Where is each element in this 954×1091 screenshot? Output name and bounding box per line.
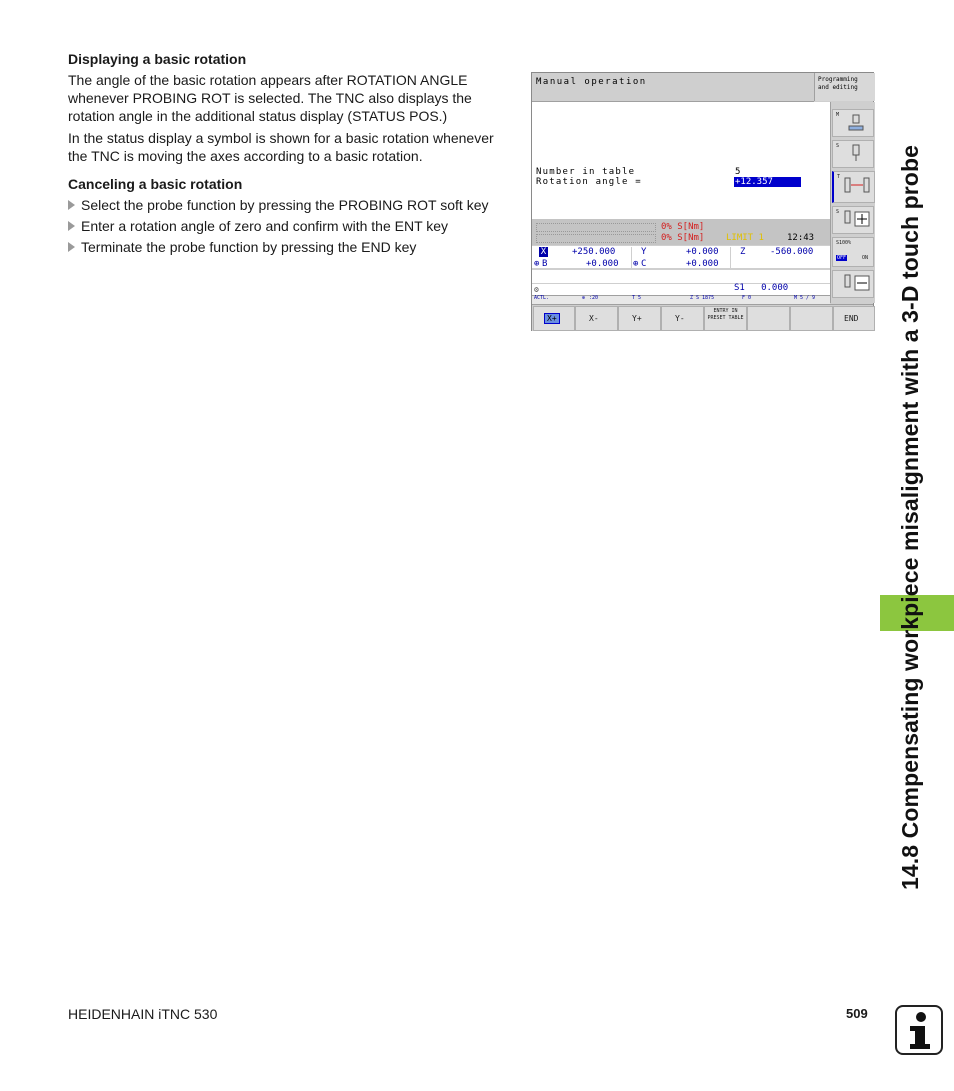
axis-c-name: C — [641, 259, 647, 269]
softkey-t-label: T — [837, 174, 841, 180]
softkey-s-minus[interactable] — [832, 270, 874, 298]
rotation-angle-label: Rotation angle = — [536, 177, 642, 187]
heading-canceling: Canceling a basic rotation — [68, 176, 243, 192]
list-item-text: Enter a rotation angle of zero and confirm with the ENT key — [81, 218, 449, 234]
load-bar — [536, 234, 656, 243]
softkey-y-minus[interactable] — [661, 306, 704, 331]
load-bar — [536, 223, 656, 232]
clock: 12:43 — [787, 233, 815, 243]
status-line — [532, 295, 830, 304]
main-area — [532, 102, 830, 219]
rotary-axis-c-icon: ⊕ — [633, 259, 639, 269]
arrow-bullet-icon — [68, 200, 75, 210]
axis-z-value: -560.000 — [770, 247, 814, 257]
softkey-s-plus-label: S — [836, 209, 840, 215]
mode-label: Manual operation — [536, 77, 647, 87]
status-tool: T 5 — [632, 295, 642, 301]
page-number: 509 — [846, 1006, 868, 1021]
axis-x-name: X — [540, 247, 547, 257]
text-line: whenever PROBING ROT is selected. The TNC also displays the — [68, 90, 472, 106]
text-line: In the status display a symbol is shown for a basic rotation whenever — [68, 130, 494, 146]
axis-z-name: Z — [740, 247, 746, 257]
axis-y-name: Y — [641, 247, 647, 257]
info-icon — [895, 1005, 943, 1055]
softkey-entry-preset-label: ENTRY IN PRESET TABLE — [707, 308, 744, 321]
softkey-spindle-override[interactable] — [832, 237, 874, 267]
list-item — [68, 238, 489, 259]
softkey-empty-1[interactable] — [747, 306, 790, 331]
spindle-icon — [847, 114, 865, 132]
text-line: the TNC is moving the axes according to a basic rotation. — [68, 148, 423, 164]
minus-icon — [843, 273, 871, 295]
load-readout-2: 0% S[Nm] — [661, 233, 705, 243]
list-item — [68, 196, 489, 217]
status-feed: F 0 — [742, 295, 752, 301]
footer-product: HEIDENHAIN iTNC 530 — [68, 1006, 218, 1022]
softkey-s[interactable] — [832, 140, 874, 168]
list-item-text: Terminate the probe function by pressing the END key — [81, 239, 417, 255]
bullet-list — [68, 196, 489, 259]
softkey-y-plus[interactable] — [618, 306, 661, 331]
softkey-m-label: M — [836, 112, 840, 118]
softkey-m[interactable] — [832, 109, 874, 137]
spindle-override-label: S100% — [836, 240, 852, 246]
probe-icon — [847, 144, 865, 164]
softkey-entry-preset-table[interactable] — [704, 306, 747, 331]
plus-icon — [843, 209, 871, 231]
softkey-x-minus[interactable] — [575, 306, 618, 331]
softkey-end-label: END — [844, 314, 859, 323]
text-line: The angle of the basic rotation appears after ROTATION ANGLE — [68, 72, 468, 88]
softkey-y-plus-label: Y+ — [632, 314, 642, 323]
status-z: Z S 1875 — [690, 295, 715, 301]
list-item — [68, 217, 489, 238]
on-toggle[interactable]: ON — [862, 255, 869, 261]
mode2-box[interactable] — [814, 73, 875, 101]
spindle-readout: S1 0.000 — [734, 283, 789, 293]
axis-x-value: +250.000 — [572, 247, 616, 257]
rotation-angle-value[interactable]: +12.357 — [734, 177, 801, 187]
softkey-s-label: S — [836, 143, 840, 149]
text-line: rotation angle in the additional status display (STATUS POS.) — [68, 108, 448, 124]
softkey-x-minus-label: X- — [589, 314, 599, 323]
probe-status-icon: ⚙ — [534, 285, 539, 294]
number-in-table-value: 5 — [735, 167, 741, 177]
rotary-axis-b-icon: ⊕ — [534, 259, 540, 269]
status-actl: ACTL. — [534, 295, 550, 301]
axis-y-value: +0.000 — [686, 247, 719, 257]
softkey-end[interactable] — [833, 306, 875, 331]
arrow-bullet-icon — [68, 242, 75, 252]
limit-indicator: LIMIT 1 — [726, 233, 764, 243]
list-item-text: Select the probe function by pressing the PROBING ROT soft key — [81, 197, 489, 213]
status-feed-override: :20 — [589, 295, 599, 301]
tnc-screenshot — [531, 72, 874, 331]
chapter-side-title: 14.8 Compensating workpiece misalignment with a 3-D touch probe — [897, 145, 923, 890]
off-toggle[interactable]: OFF — [837, 255, 847, 261]
number-in-table-label: Number in table — [536, 167, 636, 177]
mode2-line1: Programming — [818, 76, 858, 83]
paragraph-symbol — [68, 129, 494, 165]
axis-b-value: +0.000 — [586, 259, 619, 269]
feed-override-icon: ⊕ — [582, 295, 586, 301]
axis-c-value: +0.000 — [686, 259, 719, 269]
heading-displaying: Displaying a basic rotation — [68, 51, 247, 67]
status-m: M 5 / 9 — [794, 295, 816, 301]
softkey-empty-2[interactable] — [790, 306, 833, 331]
blank-row — [532, 269, 830, 283]
softkey-t[interactable] — [832, 171, 875, 203]
mode2-line2: and editing — [818, 84, 858, 91]
axis-b-name: B — [542, 259, 548, 269]
softkey-x-plus-label: X+ — [544, 313, 560, 324]
arrow-bullet-icon — [68, 221, 75, 231]
softkey-x-plus[interactable] — [533, 306, 575, 331]
load-readout-1: 0% S[Nm] — [661, 222, 705, 232]
softkey-s-plus[interactable] — [832, 206, 874, 234]
probing-rot-icon — [842, 176, 872, 198]
softkey-y-minus-label: Y- — [675, 314, 685, 323]
paragraph-angle — [68, 71, 472, 125]
